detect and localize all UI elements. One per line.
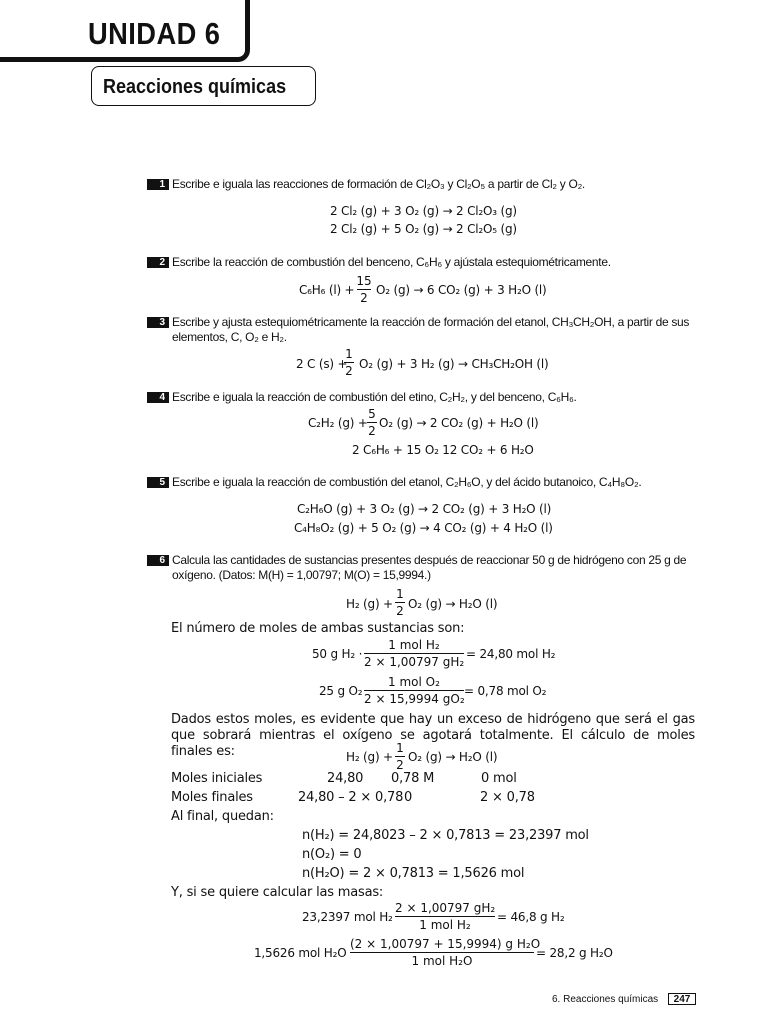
calc-1-right: = 24,80 mol H₂ <box>466 647 556 661</box>
exercise-3-frac-line <box>344 362 354 363</box>
exercise-5-question: Escribe e iguala la reacción de combustión del etanol, C₂H₆O, y del ácido butanoico, C₄H₈O₂. <box>172 475 642 489</box>
calc-2-right: = 0,78 mol O₂ <box>464 684 547 698</box>
mass-2-left: 1,5626 mol H₂O <box>254 946 347 960</box>
calc-1-frac-line <box>364 653 464 654</box>
page-number: 247 <box>668 993 696 1005</box>
al-final-label: Al final, quedan: <box>171 809 274 824</box>
exercise-6-reaction-right: O₂ (g) → H₂O (l) <box>408 597 498 611</box>
table-row-2-h2: 24,80 – 2 × 0,78 <box>298 790 404 805</box>
table-row-1-label: Moles iniciales <box>171 771 263 786</box>
masses-intro: Y, si se quiere calcular las masas: <box>171 885 384 900</box>
exercise-2-frac-den: 2 <box>360 291 368 305</box>
exercise-4-frac-den: 2 <box>368 424 376 438</box>
exercise-6-reaction2-frac-num: 1 <box>396 741 404 755</box>
exercise-6-explanation: Dados estos moles, es evidente que hay un exceso de hidrógeno que será el gas que sobrará mientras el oxígeno se agotará totalmente. El cálculo de moles finales es: <box>171 712 695 759</box>
mass-2-denominator: 1 mol H₂O <box>411 954 473 968</box>
exercise-4-question: Escribe e iguala la reacción de combustión del etino, C₂H₂, y del benceno, C₆H₆. <box>172 390 577 404</box>
exercise-2-eq-left: C₆H₆ (l) + <box>299 283 355 297</box>
final-moles-o2: n(O₂) = 0 <box>302 847 362 862</box>
exercise-6-reaction-left: H₂ (g) + <box>346 597 393 611</box>
exercise-6-number: 6 <box>147 555 169 566</box>
exercise-3-question: Escribe y ajusta estequiométricamente la reacción de formación del etanol, CH₃CH₂OH, a partir de sus elementos, C, O₂ e H₂. <box>172 315 690 344</box>
exercise-3-number: 3 <box>147 317 169 328</box>
exercise-2-eq-right: O₂ (g) → 6 CO₂ (g) + 3 H₂O (l) <box>376 283 547 297</box>
exercise-6-reaction-frac-den: 2 <box>396 604 404 618</box>
exercise-6-question: Calcula las cantidades de sustancias presentes después de reaccionar 50 g de hidrógeno con 25 g de oxígeno. (Datos: M(H) = 1,00797; M(O) = 15,9994.) <box>172 553 687 582</box>
exercise-4-eq-right: O₂ (g) → 2 CO₂ (g) + H₂O (l) <box>379 416 539 430</box>
exercise-5-equation-1: C₂H₆O (g) + 3 O₂ (g) → 2 CO₂ (g) + 3 H₂O (l) <box>297 502 552 516</box>
exercise-5-number: 5 <box>147 477 169 488</box>
table-row-2-h2o: 2 × 0,78 <box>480 790 535 805</box>
exercise-6-reaction-frac-line <box>395 602 405 603</box>
exercise-1-equation-1: 2 Cl₂ (g) + 3 O₂ (g) → 2 Cl₂O₃ (g) <box>330 204 517 218</box>
table-row-2-o2: 0 <box>404 790 413 805</box>
exercise-6-reaction2-right: O₂ (g) → H₂O (l) <box>408 750 498 764</box>
exercise-4-frac-num: 5 <box>368 407 376 421</box>
exercise-2-number: 2 <box>147 257 169 268</box>
exercise-3-frac-den: 2 <box>345 364 353 378</box>
mass-1-frac-line <box>395 916 495 917</box>
calc-2-frac-line <box>364 690 464 691</box>
calc-1-denominator: 2 × 1,00797 gH₂ <box>364 655 465 669</box>
footer-section-label: 6. Reacciones químicas <box>552 994 659 1005</box>
mass-1-denominator: 1 mol H₂ <box>419 918 471 932</box>
exercise-4-eq-left: C₂H₂ (g) + <box>308 416 368 430</box>
exercise-3-eq-right: O₂ (g) + 3 H₂ (g) → CH₃CH₂OH (l) <box>359 357 549 371</box>
exercise-1-number: 1 <box>147 179 169 190</box>
exercise-6-reaction2-frac-den: 2 <box>396 758 404 772</box>
exercise-2-frac-line <box>357 289 371 290</box>
exercise-6-reaction2-frac-line <box>395 756 405 757</box>
exercise-6-moles-intro: El número de moles de ambas sustancias son: <box>171 621 465 636</box>
section-title: Reacciones químicas <box>103 76 287 98</box>
table-row-2-label: Moles finales <box>171 790 253 805</box>
table-row-1-h2: 24,80 <box>327 771 364 786</box>
mass-2-right: = 28,2 g H₂O <box>536 946 613 960</box>
exercise-1-equation-2: 2 Cl₂ (g) + 5 O₂ (g) → 2 Cl₂O₅ (g) <box>330 222 517 236</box>
table-row-1-h2o: 0 mol <box>481 771 517 786</box>
exercise-2-question: Escribe la reacción de combustión del benceno, C₆H₆ y ajústala estequiométricamente. <box>172 255 611 269</box>
exercise-4-number: 4 <box>147 392 169 403</box>
calc-2-numerator: 1 mol O₂ <box>388 675 440 689</box>
exercise-6-reaction2-left: H₂ (g) + <box>346 750 393 764</box>
calc-2-denominator: 2 × 15,9994 gO₂ <box>364 692 465 706</box>
final-moles-h2: n(H₂) = 24,8023 – 2 × 0,7813 = 23,2397 mol <box>302 828 589 843</box>
mass-1-left: 23,2397 mol H₂ <box>302 910 393 924</box>
exercise-1-question: Escribe e iguala las reacciones de formación de Cl₂O₃ y Cl₂O₅ a partir de Cl₂ y O₂. <box>172 177 585 191</box>
exercise-3-eq-left: 2 C (s) + <box>296 357 348 371</box>
exercise-4-equation-2: 2 C₆H₆ + 15 O₂ 12 CO₂ + 6 H₂O <box>352 443 534 457</box>
calc-2-left: 25 g O₂ <box>319 684 363 698</box>
mass-1-numerator: 2 × 1,00797 gH₂ <box>395 901 496 915</box>
calc-1-numerator: 1 mol H₂ <box>388 638 440 652</box>
exercise-6-reaction-frac-num: 1 <box>396 587 404 601</box>
unit-title: UNIDAD 6 <box>88 16 221 51</box>
mass-2-numerator: (2 × 1,00797 + 15,9994) g H₂O <box>350 937 541 951</box>
final-moles-h2o: n(H₂O) = 2 × 0,7813 = 1,5626 mol <box>302 866 525 881</box>
exercise-3-frac-num: 1 <box>345 347 353 361</box>
mass-1-right: = 46,8 g H₂ <box>497 910 565 924</box>
exercise-4-frac-line <box>367 422 377 423</box>
exercise-5-equation-2: C₄H₈O₂ (g) + 5 O₂ (g) → 4 CO₂ (g) + 4 H₂O (l) <box>294 521 553 535</box>
mass-2-frac-line <box>350 952 534 953</box>
exercise-2-frac-num: 15 <box>356 274 372 288</box>
table-row-1-o2: 0,78 M <box>391 771 435 786</box>
calc-1-left: 50 g H₂ · <box>312 647 363 661</box>
